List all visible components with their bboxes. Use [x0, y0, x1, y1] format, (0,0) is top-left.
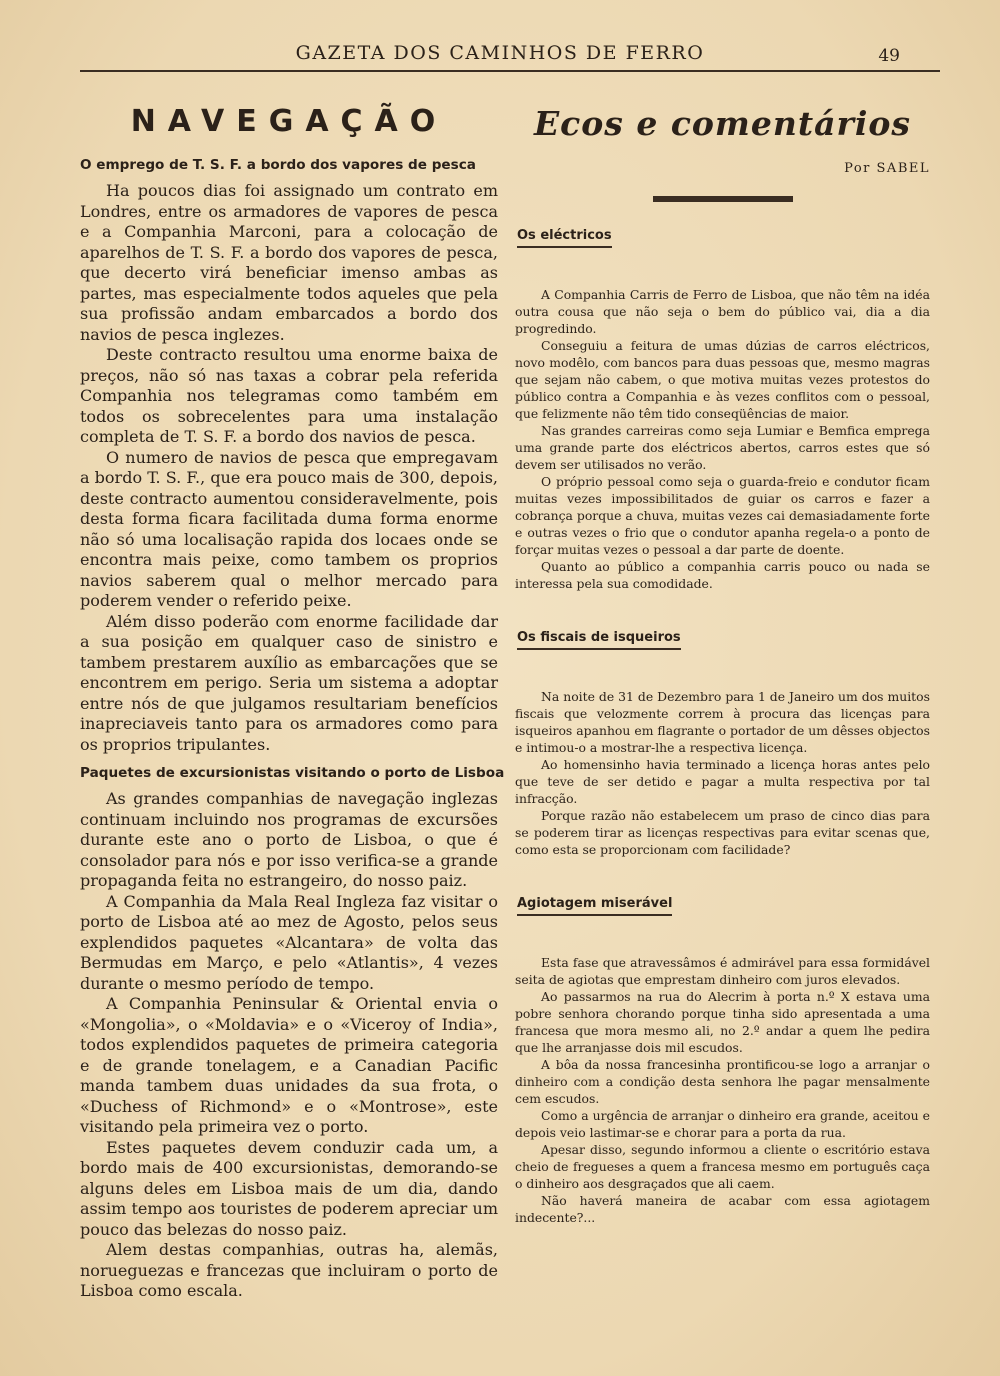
paragraph: Conseguiu a feitura de umas dúzias de carros eléctricos, novo modêlo, com bancos para duas pessoas que, mesmo magras que sejam não cabem, o que motiva muitas vezes protestos do público contra a Companhia e às vezes conflitos com o pessoal, que felizmente não têm tido conseqüências de maior. [515, 338, 930, 421]
paragraph: O numero de navios de pesca que empregavam a bordo T. S. F., que era pouco mais de 300, depois, deste contracto aumentou consideravelmente, pois desta forma ficara facilitada duma forma enorme não só uma localisação rapida dos locaes onde se encontra mais peixe, como tambem os proprios navios saberem qual o melhor mercado para poderem vender o referido peixe. [80, 447, 498, 610]
paragraph: Ao passarmos na rua do Alecrim à porta n.º X estava uma pobre senhora chorando porque tinha sido apresentada a uma francesa que mora mesmo ali, no 2.º andar a quem lhe pedira que lhe arranjasse dois mil escudos. [515, 989, 930, 1055]
article-heading-paquetes: Paquetes de excursionistas visitando o porto de Lisboa [80, 765, 505, 781]
paragraph: O próprio pessoal como seja o guarda-freio e condutor ficam muitas vezes impossibilitados de guiar os carros e fazer a cobrança porque a chuva, muitas vezes cai demasiadamente forte e outras vezes o frio que o condutor apanha regela-o a ponto de forçar muitas vezes o pessoal a dar parte de doente. [515, 474, 930, 557]
paragraph: A bôa da nossa francesinha prontificou-se logo a arranjar o dinheiro com a condição desta senhora lhe pagar mensalmente cem escudos. [515, 1057, 930, 1106]
byline: Por SABEL [844, 161, 930, 176]
paragraph: Ao homensinho havia terminado a licença horas antes pelo que teve de ser detido e pagar a multa respectiva por tal infracção. [515, 757, 930, 806]
paragraph: Quanto ao público a companhia carris pouco ou nada se interessa pela sua comodidade. [515, 559, 930, 591]
paragraph: A Companhia da Mala Real Ingleza faz visitar o porto de Lisboa até ao mez de Agosto, pelos seus explendidos paquetes «Alcantara» de volta das Bermudas em Março, e pelo «Atlantis», 4 vezes durante o mesmo período de tempo. [80, 891, 498, 993]
paragraph: Além disso poderão com enorme facilidade dar a sua posição em qualquer caso de sinistro e tambem prestarem auxílio as embarcações que se encontrem em perigo. Seria um sistema a adoptar entre nós de que julgamos resultariam benefícios inapreciaveis tanto para os armadores como para os proprios tripulantes. [80, 611, 498, 754]
paragraph: Porque razão não estabelecem um praso de cinco dias para se poderem tirar as licenças respectivas para evitar scenas que, como esta se proporcionam com facilidade? [515, 808, 930, 857]
paragraph: Alem destas companhias, outras ha, alemãs, norueguezas e francezas que incluiram o porto de Lisboa como escala. [80, 1240, 498, 1300]
paragraph: A Companhia Carris de Ferro de Lisboa, que não têm na idéa outra cousa que não seja o bem do público vai, dia a dia progredindo. [515, 287, 930, 336]
decorative-rule [653, 196, 793, 202]
paragraph: As grandes companhias de navegação inglezas continuam incluindo nos programas de excursões durante este ano o porto de Lisboa, o que é consolador para nós e por isso verifica-se a grande propaganda feita no estrangeiro, do nosso paiz. [80, 789, 498, 890]
running-head [80, 40, 940, 72]
section-title-ecos: Ecos e comentários [534, 104, 911, 143]
left-column [80, 90, 505, 1302]
paragraph: Ha poucos dias foi assignado um contrato em Londres, entre os armadores de vapores de pesca e a Companhia Marconi, para a colocação de aparelhos de T. S. F. a bordo dos vapores de pesca, que decerto virá beneficiar imenso ambas as partes, mas especialmente todos aqueles que pela sua profissão andam embarcados a bordo dos navios de pesca inglezes. [80, 181, 498, 344]
article-heading-isqueiros: Os fiscais de isqueiros [517, 630, 681, 650]
paragraph: Nas grandes carreiras como seja Lumiar e Bemfica emprega uma grande parte dos eléctricos abertos, carros estes que só devem ser utilisados no verão. [515, 423, 930, 472]
paragraph: Na noite de 31 de Dezembro para 1 de Janeiro um dos muitos fiscais que velozmente correm à procura das licenças para isqueiros apanhou em flagrante o portador de um dêsses objectos e intimou-o a mostrar-lhe a respectiva licença. [515, 689, 930, 755]
paragraph: Deste contracto resultou uma enorme baixa de preços, não só nas taxas a cobrar pela referida Companhia nos telegramas como também em todos os sobrecelentes para uma instalação completa de T. S. F. a bordo dos navios de pesca. [80, 345, 498, 446]
article-heading-agiotagem: Agiotagem miserável [517, 896, 672, 916]
paragraph: Como a urgência de arranjar o dinheiro era grande, aceitou e depois veio lastimar-se e chorar para a porta da rua. [515, 1108, 930, 1140]
paragraph: A Companhia Peninsular & Oriental envia o «Mongolia», o «Moldavia» e o «Viceroy of India», todos explendidos paquetes de primeira categoria e de grande tonelagem, e a Canadian Pacific manda tambem duas unidades da sua frota, o «Duchess of Richmond» e o «Montrose», este visitando pela primeira vez o porto. [80, 994, 498, 1136]
section-title-navegacao: NAVEGAÇÃO [130, 104, 448, 139]
paragraph: Estes paquetes devem conduzir cada um, a bordo mais de 400 excursionistas, demorando-se alguns deles em Lisboa mais de um dia, dando assim tempo aos touristes de poderem apreciar um pouco das belezas do nosso paiz. [80, 1137, 498, 1239]
paragraph: Esta fase que atravessâmos é admirável para essa formidável seita de agiotas que emprestam dinheiro com juros elevados. [515, 955, 930, 987]
article-heading-electricos: Os eléctricos [517, 228, 612, 248]
paragraph: Não haverá maneira de acabar com essa agiotagem indecente?... [515, 1193, 930, 1225]
right-column [515, 90, 930, 1226]
publication-title: GAZETA DOS CAMINHOS DE FERRO [295, 42, 705, 64]
page-number: 49 [878, 46, 900, 66]
article-heading-tsf: O emprego de T. S. F. a bordo dos vapores de pesca [80, 157, 476, 173]
paragraph: Apesar disso, segundo informou a cliente o escritório estava cheio de fregueses a quem a francesa mesmo em português caça o dinheiro aos desgraçados que ali caem. [515, 1142, 930, 1191]
